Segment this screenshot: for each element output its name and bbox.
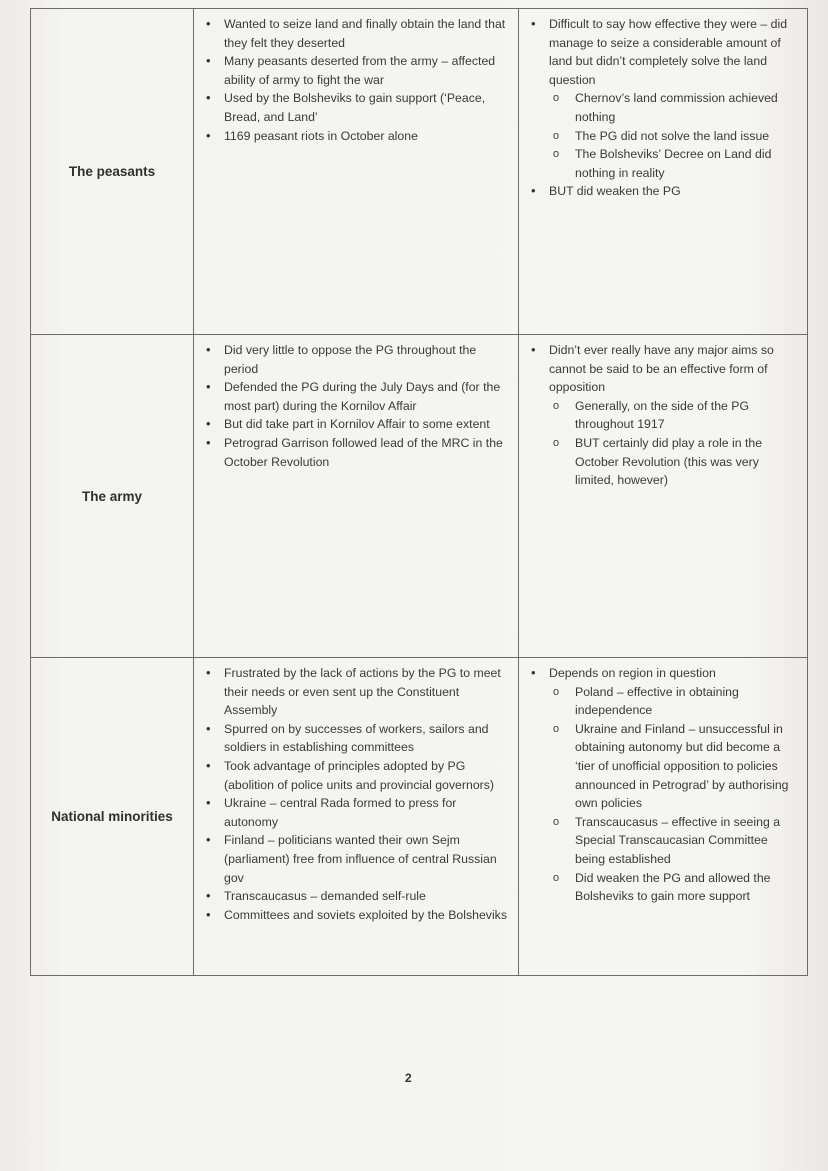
list-item <box>525 15 799 89</box>
list-item: • Defended the PG during the July Days and (for the most part) during the Kornilov Affair <box>200 378 510 415</box>
sub-list-item: o Ukraine and Finland – unsuccessful in obtaining autonomy but did become a ‘tier of unofficial opposition to policies announced in Petrograd’ by authorising own policies <box>525 720 799 813</box>
row-label: The peasants <box>31 9 194 335</box>
sub-list-wrapper <box>525 89 799 182</box>
sub-list-item: o Poland – effective in obtaining independence <box>525 683 799 720</box>
page-number: 2 <box>405 1071 412 1085</box>
list-item-text: Didn’t ever really have any major aims so cannot be said to be an effective form of opposition <box>549 343 774 395</box>
list-item: • Many peasants deserted from the army – affected ability of army to fight the war <box>200 52 510 89</box>
list-item: • Wanted to seize land and finally obtain the land that they felt they deserted <box>200 15 510 52</box>
list-item: • Transcaucasus – demanded self-rule <box>200 887 510 906</box>
row-label: National minorities <box>31 658 194 976</box>
list-item <box>525 341 799 397</box>
list-item: • Finland – politicians wanted their own Sejm (parliament) free from influence of central Russian gov <box>200 831 510 887</box>
row-label: The army <box>31 335 194 658</box>
opposition-table <box>30 8 808 976</box>
list-item: • Frustrated by the lack of actions by the PG to meet their needs or even sent up the Constituent Assembly <box>200 664 510 720</box>
table-row-national-minorities <box>31 658 808 976</box>
list-item: • Spurred on by successes of workers, sailors and soldiers in establishing committees <box>200 720 510 757</box>
aims-cell <box>194 9 519 335</box>
list-item-text: Depends on region in question <box>549 666 716 680</box>
list-item: • BUT did weaken the PG <box>525 182 799 201</box>
effectiveness-cell <box>519 9 808 335</box>
sub-list-wrapper <box>525 397 799 490</box>
list-item-text: Difficult to say how effective they were – did manage to seize a considerable amount of land but didn’t completely solve the land question <box>549 17 788 87</box>
aims-cell <box>194 335 519 658</box>
sub-list-item: o Transcaucasus – effective in seeing a Special Transcaucasian Committee being established <box>525 813 799 869</box>
list-item: • Committees and soviets exploited by the Bolsheviks <box>200 906 510 925</box>
list-item: • But did take part in Kornilov Affair to some extent <box>200 415 510 434</box>
effectiveness-cell <box>519 335 808 658</box>
sub-list-item: o Did weaken the PG and allowed the Bolsheviks to gain more support <box>525 869 799 906</box>
effectiveness-cell <box>519 658 808 976</box>
list-item <box>525 664 799 683</box>
sub-list-item: o BUT certainly did play a role in the October Revolution (this was very limited, however) <box>525 434 799 490</box>
sub-list-item: o Generally, on the side of the PG throughout 1917 <box>525 397 799 434</box>
list-item: • Ukraine – central Rada formed to press for autonomy <box>200 794 510 831</box>
list-item: • Did very little to oppose the PG throughout the period <box>200 341 510 378</box>
table-row-peasants <box>31 9 808 335</box>
list-item: • 1169 peasant riots in October alone <box>200 127 510 146</box>
sub-list-item: o Chernov’s land commission achieved nothing <box>525 89 799 126</box>
sub-list-item: o The Bolsheviks’ Decree on Land did nothing in reality <box>525 145 799 182</box>
list-item: • Petrograd Garrison followed lead of the MRC in the October Revolution <box>200 434 510 471</box>
list-item: • Used by the Bolsheviks to gain support (‘Peace, Bread, and Land’ <box>200 89 510 126</box>
aims-cell <box>194 658 519 976</box>
list-item: • Took advantage of principles adopted by PG (abolition of police units and provincial governors) <box>200 757 510 794</box>
sub-list-item: o The PG did not solve the land issue <box>525 127 799 146</box>
sub-list-wrapper <box>525 683 799 906</box>
table-row-army <box>31 335 808 658</box>
